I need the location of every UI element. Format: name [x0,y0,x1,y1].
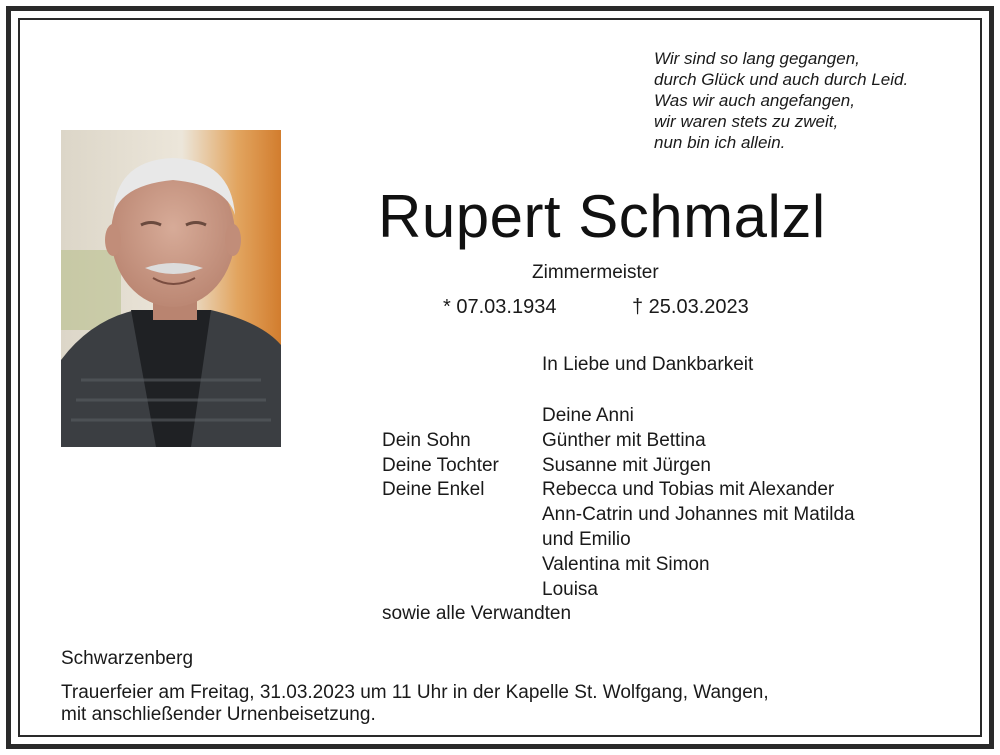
mourner-names: Susanne mit Jürgen [542,454,711,476]
poem-line: Wir sind so lang gegangen, [654,49,860,68]
place-name: Schwarzenberg [61,648,194,669]
mourner-names: Valentina mit Simon [542,553,710,575]
portrait-photo [61,130,281,447]
mourner-names: Günther mit Bettina [542,429,706,451]
mourner-names: und Emilio [542,528,631,550]
relatives-text: sowie alle Verwandten [382,603,572,625]
mourner-names: Rebecca und Tobias mit Alexander [542,479,835,501]
birth-date: * 07.03.1934 [443,296,557,318]
mourner-relation: Deine Enkel [382,479,485,501]
service-line-2: mit anschließender Urnenbeisetzung. [61,704,376,725]
poem-line: Was wir auch angefangen, [654,91,855,110]
poem-line: wir waren stets zu zweit, [654,112,839,131]
funeral-service-info [61,682,961,726]
obituary-frame [6,6,994,749]
obituary-inner-border [18,18,982,737]
mourner-names: Louisa [542,578,598,600]
dedication: In Liebe und Dankbarkeit [542,354,754,375]
mourner-names: Deine Anni [542,405,634,426]
poem [654,48,908,153]
death-date: † 25.03.2023 [632,296,749,318]
deceased-profession: Zimmermeister [532,262,659,283]
poem-line: nun bin ich allein. [654,133,786,152]
mourner-names: Ann-Catrin und Johannes mit Matilda [542,504,855,526]
deceased-name: Rupert Schmalzl [378,183,826,250]
service-line-1: Trauerfeier am Freitag, 31.03.2023 um 11 Uhr in der Kapelle St. Wolfgang, Wangen, [61,682,769,703]
mourner-relation: Deine Tochter [382,454,499,476]
poem-line: durch Glück und auch durch Leid. [654,70,909,89]
mourner-relation: Dein Sohn [382,429,471,451]
